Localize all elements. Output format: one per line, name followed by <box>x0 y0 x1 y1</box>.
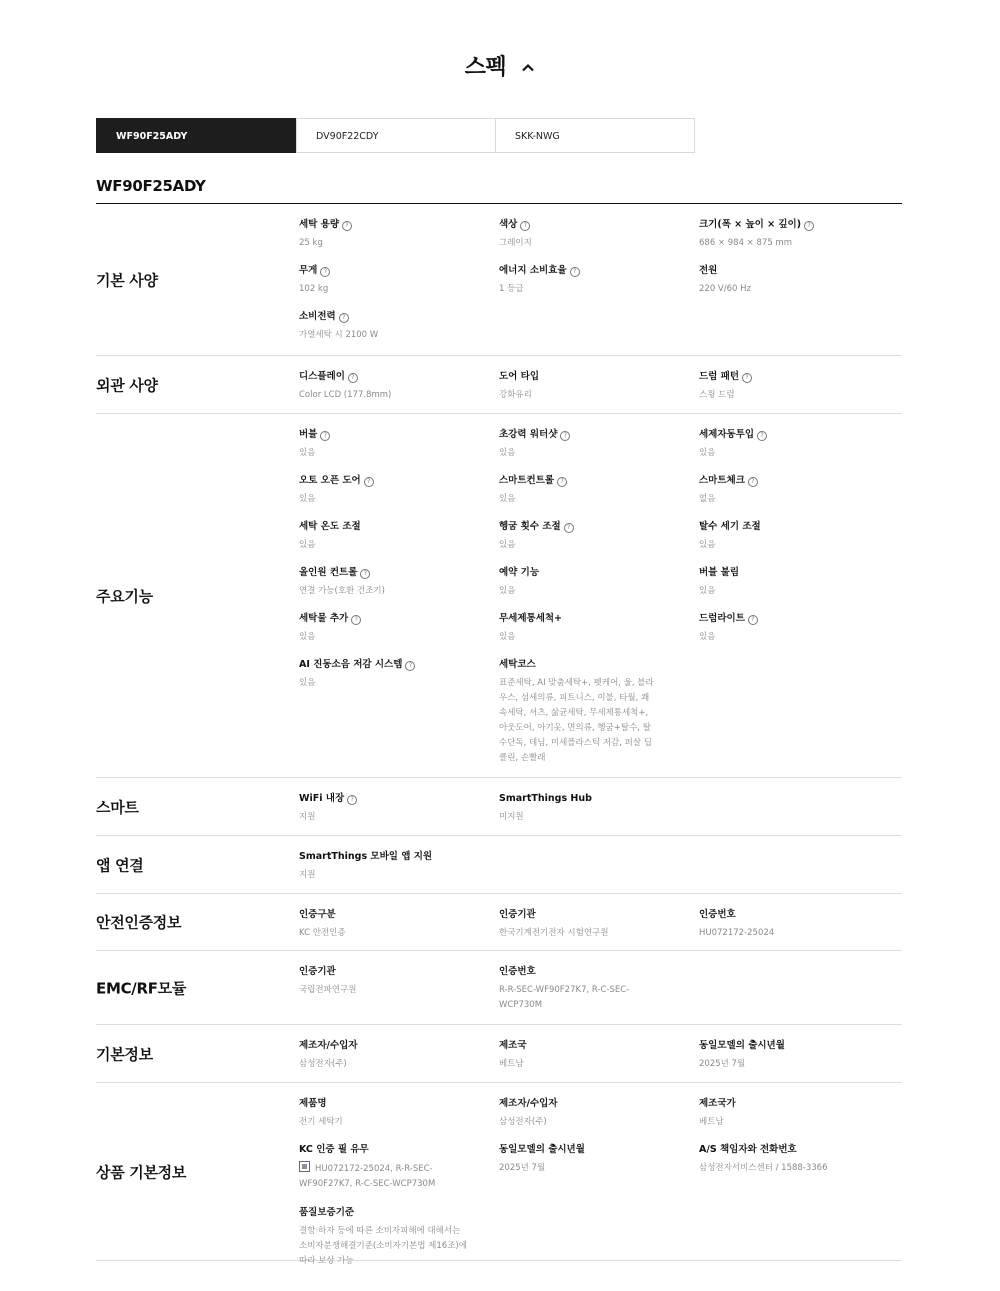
spec-label-text: SmartThings Hub <box>499 793 592 804</box>
spec-value-text: 결함·하자 등에 따른 소비자피해에 대해서는 소비자분쟁해결기준(소비자기본법 제16조)에 따라 보상 가능 <box>299 1226 467 1267</box>
spec-value <box>699 1057 879 1072</box>
info-icon[interactable]: ? <box>757 431 767 441</box>
spec-label <box>499 612 679 626</box>
spec-value <box>699 584 879 599</box>
spec-value <box>299 676 479 691</box>
spec-value <box>499 282 679 297</box>
spec-label <box>299 566 479 580</box>
spec-label <box>499 658 679 672</box>
spec-label <box>699 218 879 232</box>
spec-item <box>299 218 479 251</box>
spec-value-text: 있음 <box>499 494 516 504</box>
spec-label-text: 세탁코스 <box>499 659 536 670</box>
spec-label-text: 초강력 워터샷 <box>499 429 558 440</box>
spec-label-text: 오토 오픈 도어 <box>299 475 361 486</box>
spec-label-text: 디스플레이 <box>299 371 345 382</box>
spec-label-text: 버블 불림 <box>699 567 740 578</box>
spec-value <box>499 810 679 825</box>
spec-item <box>499 264 679 297</box>
spec-value-text: 686 × 984 × 875 mm <box>699 238 792 248</box>
spec-value <box>299 926 479 941</box>
spec-value-text: 있음 <box>299 632 316 642</box>
spec-label-text: 제품명 <box>299 1098 327 1109</box>
spec-value-text: 102 kg <box>299 284 329 294</box>
spec-label <box>499 1143 679 1157</box>
spec-value <box>499 983 657 1013</box>
section-title: 기본정보 <box>96 1045 153 1063</box>
spec-item <box>299 792 479 825</box>
spec-value <box>299 446 479 461</box>
spec-value <box>499 388 679 403</box>
spec-label <box>299 850 479 864</box>
spec-value <box>499 676 657 766</box>
spec-label <box>299 1143 479 1157</box>
spec-section <box>96 414 902 778</box>
spec-item <box>699 1143 879 1176</box>
spec-item <box>699 1039 879 1072</box>
spec-item <box>299 1097 479 1130</box>
spec-item <box>499 520 679 553</box>
spec-label <box>299 474 479 488</box>
spec-item <box>699 612 879 645</box>
section-title: 상품 기본정보 <box>96 1163 187 1181</box>
spec-label <box>699 264 879 278</box>
spec-item <box>299 566 479 599</box>
spec-item <box>499 612 679 645</box>
spec-value <box>299 282 479 297</box>
model-tabs <box>96 118 695 153</box>
spec-label <box>499 520 679 534</box>
spec-label-text: 버블 <box>299 429 318 440</box>
spec-item <box>299 965 479 998</box>
spec-label-text: 제조국가 <box>699 1098 736 1109</box>
spec-label <box>299 965 479 979</box>
spec-item <box>699 428 879 461</box>
spec-label <box>699 908 879 922</box>
spec-item <box>299 264 479 297</box>
spec-label <box>499 1097 679 1111</box>
spec-item <box>499 908 679 941</box>
spec-value-text: 가열세탁 시 2100 W <box>299 330 379 340</box>
spec-value-text: 스윙 드럼 <box>699 390 735 400</box>
spec-label <box>299 658 479 672</box>
spec-item <box>499 370 679 403</box>
spec-item <box>299 1206 479 1269</box>
spec-item <box>299 370 479 403</box>
spec-label-text: 제조국 <box>499 1040 527 1051</box>
spec-label <box>699 1039 879 1053</box>
spec-label <box>299 370 479 384</box>
spec-item <box>499 1039 679 1072</box>
spec-label-text: KC 인증 필 유무 <box>299 1144 369 1155</box>
spec-value <box>699 446 879 461</box>
spec-label <box>699 1097 879 1111</box>
spec-label-text: AI 진동소음 저감 시스템 <box>299 659 403 670</box>
spec-value-text: 베트남 <box>499 1059 524 1069</box>
spec-label <box>299 1039 479 1053</box>
spec-value <box>299 630 479 645</box>
spec-label-text: 인증기관 <box>499 909 536 920</box>
spec-label-text: 에너지 소비효율 <box>499 265 567 276</box>
spec-item <box>699 566 879 599</box>
spec-value-text: Color LCD (177.8mm) <box>299 390 392 400</box>
spec-label <box>299 908 479 922</box>
chevron-up-icon[interactable] <box>521 57 535 76</box>
info-icon[interactable]: ? <box>564 523 574 533</box>
spec-item <box>499 566 679 599</box>
info-icon[interactable]: ? <box>342 221 352 231</box>
spec-value-text: 베트남 <box>699 1117 724 1127</box>
info-icon[interactable]: ? <box>351 615 361 625</box>
spec-label <box>299 1206 479 1220</box>
spec-label <box>299 1097 479 1111</box>
spec-value <box>699 926 879 941</box>
spec-table <box>96 203 902 1267</box>
spec-label-text: 제조자/수입자 <box>499 1098 558 1109</box>
section-title: 안전인증정보 <box>96 913 182 932</box>
spec-value <box>699 630 879 645</box>
info-icon[interactable]: ? <box>339 313 349 323</box>
spec-item <box>299 520 479 553</box>
spec-label <box>299 218 479 232</box>
spec-value-text: 삼성전자(주) <box>299 1059 347 1069</box>
spec-label <box>299 520 479 534</box>
spec-item <box>299 474 479 507</box>
spec-value-text: 삼성전자서비스센터 / 1588-3366 <box>699 1163 828 1173</box>
spec-value-text: 있음 <box>299 540 316 550</box>
spec-value <box>699 282 879 297</box>
spec-value <box>299 538 479 553</box>
spec-item <box>699 908 879 941</box>
spec-value-text: 있음 <box>499 448 516 458</box>
spec-label <box>299 428 479 442</box>
spec-value-text: 있음 <box>699 540 716 550</box>
spec-label-text: 인증번호 <box>699 909 736 920</box>
section-title: 기본 사양 <box>96 271 158 289</box>
spec-label <box>499 370 679 384</box>
spec-value <box>499 538 679 553</box>
info-icon[interactable]: ? <box>557 477 567 487</box>
spec-label-text: 올인원 컨트롤 <box>299 567 358 578</box>
tab-model-1[interactable]: WF90F25ADY <box>96 118 297 153</box>
info-icon[interactable]: ? <box>804 221 814 231</box>
info-icon[interactable]: ? <box>320 431 330 441</box>
spec-label-text: 도어 타입 <box>499 371 540 382</box>
spec-label <box>499 428 679 442</box>
spec-label-text: 동일모델의 출시년월 <box>499 1144 585 1155</box>
spec-value-text: 한국기계전기전자 시험연구원 <box>499 928 609 938</box>
spec-label <box>499 264 679 278</box>
section-title: 주요기능 <box>96 587 153 605</box>
spec-value-text: 지원 <box>299 812 316 822</box>
section-title: 외관 사양 <box>96 376 158 394</box>
spec-value <box>299 388 479 403</box>
spec-item <box>299 612 479 645</box>
spec-section <box>96 204 902 356</box>
spec-label <box>699 520 879 534</box>
spec-item <box>499 1097 679 1130</box>
spec-value <box>499 584 679 599</box>
spec-label-text: A/S 책임자와 전화번호 <box>699 1144 797 1155</box>
spec-label <box>699 428 879 442</box>
spec-value <box>299 236 479 251</box>
tab-model-3[interactable]: SKK-NWG <box>495 118 695 153</box>
info-icon[interactable]: ? <box>742 373 752 383</box>
spec-value <box>299 1115 479 1130</box>
spec-label-text: 탈수 세기 조절 <box>699 521 761 532</box>
spec-section <box>96 1083 902 1267</box>
spec-item <box>299 428 479 461</box>
spec-item <box>699 474 879 507</box>
spec-value-text: 연결 가능(호환 건조기) <box>299 586 385 596</box>
spec-label-text: 드럼라이트 <box>699 613 745 624</box>
spec-value-text: 국립전파연구원 <box>299 985 357 995</box>
spec-label <box>699 474 879 488</box>
spec-section <box>96 836 902 894</box>
spec-item <box>499 218 679 251</box>
spec-label <box>499 1039 679 1053</box>
spec-value-text: HU072172-25024, R-R-SEC-WF90F27K7, R-C-SEC-WCP730M <box>299 1164 436 1189</box>
spec-value-text: 전기 세탁기 <box>299 1117 343 1127</box>
spec-label-text: 무세제통세척+ <box>499 613 563 624</box>
spec-value-text: 미지원 <box>499 812 524 822</box>
section-title: EMC/RF모듈 <box>96 979 187 997</box>
spec-value <box>299 328 479 343</box>
spec-section <box>96 778 902 836</box>
spec-value-text: 있음 <box>699 586 716 596</box>
spec-value <box>299 983 479 998</box>
spec-item <box>299 658 479 691</box>
page-title <box>0 50 1000 81</box>
spec-label-text: 세탁물 추가 <box>299 613 349 624</box>
spec-value-text: 있음 <box>499 540 516 550</box>
spec-value <box>499 446 679 461</box>
spec-label-text: 예약 기능 <box>499 567 540 578</box>
spec-item <box>299 908 479 941</box>
info-icon[interactable]: ? <box>405 661 415 671</box>
spec-item <box>699 370 879 403</box>
spec-value-text: 220 V/60 Hz <box>699 284 751 294</box>
spec-value-text: 있음 <box>699 632 716 642</box>
info-icon[interactable]: ? <box>520 221 530 231</box>
spec-label-text: 크기(폭 × 높이 × 깊이) <box>699 219 802 230</box>
spec-value-text: 표준세탁, AI 맞춤세탁+, 펫케어, 울, 블라우스, 섬세의류, 피트니스, 이불, 타월, 쾌속세탁, 셔츠, 삶균세탁, 무세제통세척+, 아웃도어, 아기옷, 면의류, 헹굼+탈수, 탈수단독, 데님, 미세플라스틱 저감, 퍼살 딥 클린, 손빨래 <box>499 678 654 763</box>
spec-value-text: 있음 <box>299 448 316 458</box>
spec-label <box>499 792 679 806</box>
spec-value-text: 있음 <box>499 632 516 642</box>
spec-label-text: SmartThings 모바일 앱 지원 <box>299 851 433 862</box>
spec-label-text: 품질보증기준 <box>299 1207 355 1219</box>
spec-label-text: 동일모델의 출시년월 <box>699 1040 785 1051</box>
tab-model-2[interactable]: DV90F22CDY <box>296 118 496 153</box>
spec-label <box>499 965 679 979</box>
spec-label-text: 전원 <box>699 265 718 276</box>
spec-value <box>499 926 679 941</box>
spec-label-text: 세제자동투입 <box>699 429 755 440</box>
spec-value <box>499 492 679 507</box>
spec-label <box>699 612 879 626</box>
spec-value <box>499 236 679 251</box>
spec-item <box>699 264 879 297</box>
spec-value <box>299 584 479 599</box>
spec-section <box>96 951 902 1025</box>
spec-label <box>699 1143 879 1157</box>
spec-item <box>499 474 679 507</box>
spec-item <box>499 792 679 825</box>
spec-value <box>699 538 879 553</box>
spec-value <box>299 492 479 507</box>
spec-value <box>299 1161 457 1192</box>
spec-value-text: 없음 <box>699 494 716 504</box>
spec-value-text: 지원 <box>299 870 316 880</box>
spec-value-text: 25 kg <box>299 238 323 248</box>
spec-label <box>299 612 479 626</box>
info-icon[interactable]: ? <box>748 615 758 625</box>
spec-value-text: 그레이지 <box>499 238 532 248</box>
spec-label-text: 색상 <box>499 219 518 230</box>
info-icon[interactable]: ? <box>347 795 357 805</box>
spec-value-text: 1 등급 <box>499 284 524 294</box>
spec-value <box>699 1115 879 1130</box>
spec-label <box>699 566 879 580</box>
spec-label <box>499 908 679 922</box>
spec-item <box>699 218 879 251</box>
spec-label-text: 세탁 온도 조절 <box>299 521 361 532</box>
spec-label-text: 인증기관 <box>299 966 336 977</box>
spec-label-text: WiFi 내장 <box>299 793 345 804</box>
spec-value <box>499 1115 654 1130</box>
spec-value <box>699 492 879 507</box>
spec-label <box>699 370 879 384</box>
spec-item <box>299 1143 479 1192</box>
spec-label <box>499 566 679 580</box>
spec-value-text: 2025년 7월 <box>699 1059 746 1069</box>
spec-label-text: 소비전력 <box>299 311 336 322</box>
spec-item <box>299 1039 479 1072</box>
info-icon[interactable]: ? <box>570 267 580 277</box>
spec-value-text: 있음 <box>299 678 316 688</box>
spec-label-text: 무게 <box>299 265 318 276</box>
info-icon[interactable]: ? <box>560 431 570 441</box>
spec-value <box>699 236 879 251</box>
spec-value-text: R-R-SEC-WF90F27K7, R-C-SEC-WCP730M <box>499 985 630 1010</box>
spec-label <box>499 474 679 488</box>
spec-value-text: HU072172-25024 <box>699 928 775 938</box>
spec-value-text: 있음 <box>699 448 716 458</box>
spec-label-text: 세탁 용량 <box>299 219 340 230</box>
info-icon[interactable]: ? <box>348 373 358 383</box>
spec-value <box>299 1057 479 1072</box>
info-icon[interactable]: ? <box>360 569 370 579</box>
spec-value <box>699 1161 879 1176</box>
spec-value <box>299 1224 469 1269</box>
model-title: WF90F25ADY <box>96 177 206 195</box>
spec-value-text: 있음 <box>299 494 316 504</box>
spec-value <box>499 1057 679 1072</box>
spec-value-text: 삼성전자(주) <box>499 1117 547 1127</box>
spec-label-text: 드럼 패턴 <box>699 371 740 382</box>
spec-section <box>96 894 902 951</box>
info-icon[interactable]: ? <box>748 477 758 487</box>
spec-value <box>499 630 679 645</box>
spec-value-text: KC 안전인증 <box>299 928 346 938</box>
kc-mark-icon <box>299 1161 310 1172</box>
page-title-text: 스펙 <box>464 55 507 80</box>
info-icon[interactable]: ? <box>364 477 374 487</box>
spec-item <box>299 310 479 343</box>
spec-item <box>299 850 479 883</box>
spec-item <box>699 1097 879 1130</box>
spec-value <box>299 810 479 825</box>
spec-item <box>499 428 679 461</box>
spec-label-text: 제조자/수입자 <box>299 1040 358 1051</box>
spec-section <box>96 356 902 414</box>
spec-label-text: 인증구분 <box>299 909 336 920</box>
section-title: 앱 연결 <box>96 856 144 874</box>
spec-label-text: 인증번호 <box>499 966 536 977</box>
spec-item <box>499 1143 679 1176</box>
spec-item <box>499 658 679 766</box>
spec-value-text: 강화유리 <box>499 390 532 400</box>
spec-value <box>699 388 879 403</box>
spec-value <box>499 1161 679 1176</box>
spec-label <box>499 218 679 232</box>
spec-value-text: 2025년 7월 <box>499 1163 546 1173</box>
info-icon[interactable]: ? <box>320 267 330 277</box>
spec-value <box>299 868 479 883</box>
spec-label <box>299 264 479 278</box>
spec-item <box>699 520 879 553</box>
spec-label-text: 헹굼 횟수 조절 <box>499 521 561 532</box>
section-title: 스마트 <box>96 798 139 816</box>
spec-item <box>499 965 679 1013</box>
spec-label <box>299 792 479 806</box>
spec-label-text: 스마트컨트롤 <box>499 475 555 486</box>
spec-label-text: 스마트체크 <box>699 475 745 486</box>
spec-value-text: 있음 <box>499 586 516 596</box>
spec-label <box>299 310 479 324</box>
spec-section <box>96 1025 902 1083</box>
